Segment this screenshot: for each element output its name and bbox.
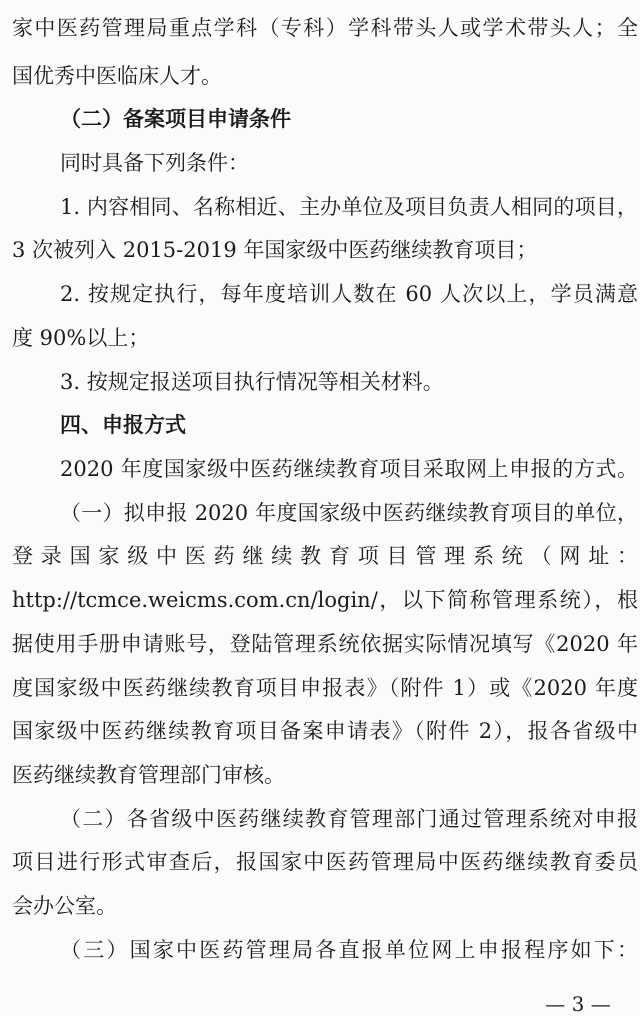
page-number: — 3 —: [545, 992, 611, 1016]
text-line: 3 次被列入 2015-2019 年国家级中医药继续教育项目；: [12, 238, 538, 262]
section-heading: 四、申报方式: [60, 412, 186, 437]
text-line: （二）各省级中医药继续教育管理部门通过管理系统对申报: [60, 807, 638, 831]
text-line: （一）拟申报 2020 年度国家级中医药继续教育项目的单位，: [60, 501, 638, 525]
text-line: 会办公室。: [12, 894, 117, 918]
text-line: 1. 内容相同、名称相近、主办单位及项目负责人相同的项目，: [60, 195, 638, 219]
text-line: 项目进行形式审查后，报国家中医药管理局中医药继续教育委员: [12, 850, 638, 874]
text-line: 国家级中医药继续教育项目备案申请表》（附件 2），报各省级中: [12, 719, 638, 743]
text-line: （三）国家中医药管理局各直报单位网上申报程序如下：: [60, 938, 638, 962]
text-line: 据使用手册申请账号，登陆管理系统依据实际情况填写《2020 年: [12, 632, 638, 656]
text-line: 家中医药管理局重点学科（专科）学科带头人或学术带头人；全: [12, 16, 638, 40]
text-line: 度国家级中医药继续教育项目申报表》（附件 1）或《2020 年度: [12, 676, 638, 700]
text-line: 度 90%以上；: [12, 326, 150, 350]
text-line: 国优秀中医临床人才。: [12, 64, 222, 88]
text-line: 登录国家级中医药继续教育项目管理系统（网址：: [12, 544, 638, 568]
text-line: 同时具备下列条件：: [60, 151, 249, 175]
text-line: 2020 年度国家级中医药继续教育项目采取网上申报的方式。: [60, 457, 638, 481]
text-line: 3. 按规定报送项目执行情况等相关材料。: [60, 370, 444, 394]
text-line: 医药继续教育管理部门审核。: [12, 763, 285, 787]
section-heading: （二）备案项目申请条件: [60, 106, 291, 131]
text-line: 2. 按规定执行，每年度培训人数在 60 人次以上，学员满意: [60, 282, 638, 306]
url-line: http://tcmce.weicms.com.cn/login/，以下简称管理系统），根: [12, 588, 638, 612]
